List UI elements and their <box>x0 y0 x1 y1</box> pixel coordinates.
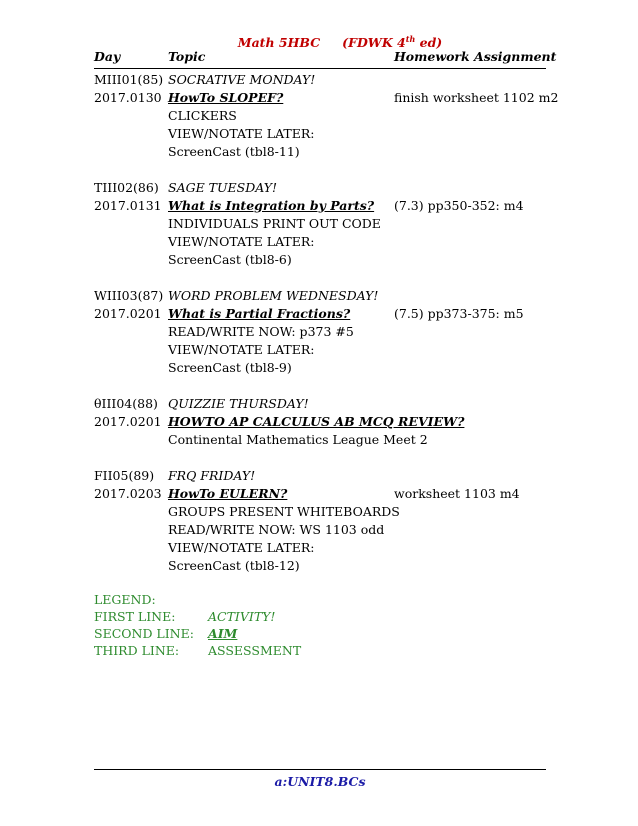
entry-line <box>94 107 546 125</box>
day-code: θIII04(88) <box>94 396 158 411</box>
topic-detail-line: VIEW/NOTATE LATER: <box>168 126 315 141</box>
entry-line <box>94 197 546 215</box>
header-homework: Homework Assignment <box>394 49 557 64</box>
schedule-entry <box>94 395 546 449</box>
topic-detail-line: VIEW/NOTATE LATER: <box>168 234 315 249</box>
entry-line <box>94 557 546 575</box>
entry-line <box>94 323 546 341</box>
entry-line <box>94 143 546 161</box>
aim-cell <box>168 413 465 431</box>
day-spacer <box>94 359 168 377</box>
legend-heading: LEGEND: <box>94 592 156 607</box>
aim-line: HowTo SLOPEF? <box>168 90 284 105</box>
entry-date: 2017.0203 <box>94 486 162 501</box>
entry-line <box>94 539 546 557</box>
activity-line: QUIZZIE THURSDAY! <box>168 396 309 411</box>
day-spacer <box>94 521 168 539</box>
aim-cell <box>168 197 394 215</box>
activity-line: SAGE TUESDAY! <box>168 180 278 195</box>
day-spacer <box>94 503 168 521</box>
topic-detail-line: ScreenCast (tbl8-12) <box>168 558 300 573</box>
entry-date: 2017.0201 <box>94 414 162 429</box>
day-spacer <box>94 233 168 251</box>
day-spacer <box>94 143 168 161</box>
legend-third-value: ASSESSMENT <box>208 643 302 658</box>
aim-cell <box>168 305 394 323</box>
topic-detail-line: GROUPS PRESENT WHITEBOARDS <box>168 504 400 519</box>
topic-detail-line: Continental Mathematics League Meet 2 <box>168 432 428 447</box>
day-spacer <box>94 125 168 143</box>
day-spacer <box>94 539 168 557</box>
entry-line <box>94 71 546 89</box>
header-topic: Topic <box>168 49 206 64</box>
schedule-entry <box>94 71 559 161</box>
entry-line <box>94 395 546 413</box>
day-spacer <box>94 251 168 269</box>
topic-detail-line: VIEW/NOTATE LATER: <box>168 342 315 357</box>
schedule-entry <box>94 287 546 377</box>
aim-line: HOWTO AP CALCULUS AB MCQ REVIEW? <box>168 414 465 429</box>
schedule-entry <box>94 467 546 575</box>
entry-line <box>94 467 546 485</box>
day-spacer <box>94 323 168 341</box>
homework-assignment: (7.5) pp373-375: m5 <box>394 306 524 321</box>
topic-detail-line: READ/WRITE NOW: p373 #5 <box>168 324 354 339</box>
day-code: TIII02(86) <box>94 180 159 195</box>
topic-detail-line: ScreenCast (tbl8-9) <box>168 360 292 375</box>
entry-date: 2017.0201 <box>94 306 162 321</box>
aim-line: What is Partial Fractions? <box>168 306 351 321</box>
entry-line <box>94 341 546 359</box>
legend-second-label: SECOND LINE: <box>94 626 194 641</box>
day-spacer <box>94 341 168 359</box>
aim-cell <box>168 89 394 107</box>
document-page <box>94 30 559 659</box>
legend-first-value: ACTIVITY! <box>208 609 276 624</box>
topic-detail-line: ScreenCast (tbl8-11) <box>168 144 300 159</box>
schedule-entry <box>94 179 546 269</box>
homework-assignment: (7.3) pp350-352: m4 <box>394 198 524 213</box>
edition-suffix: ed) <box>415 35 443 51</box>
activity-line: SOCRATIVE MONDAY! <box>168 72 316 87</box>
course-name: Math 5HBC <box>237 35 321 51</box>
homework-assignment: worksheet 1103 m4 <box>394 486 520 501</box>
entry-line <box>94 125 546 143</box>
entry-date: 2017.0130 <box>94 90 162 105</box>
homework-assignment: finish worksheet 1102 m2 <box>394 90 559 105</box>
entry-date: 2017.0131 <box>94 198 162 213</box>
footer-label: a:UNIT8.BCs <box>274 774 366 789</box>
aim-line: What is Integration by Parts? <box>168 198 375 213</box>
document-title <box>94 30 546 51</box>
entry-line <box>94 251 546 269</box>
entry-line <box>94 179 546 197</box>
topic-detail-line: INDIVIDUALS PRINT OUT CODE <box>168 216 381 231</box>
column-headers <box>94 48 557 69</box>
entry-line <box>94 413 546 431</box>
entry-line <box>94 305 546 323</box>
entry-line <box>94 359 546 377</box>
entry-line <box>94 215 546 233</box>
entry-line <box>94 503 546 521</box>
aim-line: HowTo EULERN? <box>168 486 288 501</box>
day-code: WIII03(87) <box>94 288 164 303</box>
entry-line <box>94 431 546 449</box>
edition-prefix: (FDWK 4 <box>342 35 406 51</box>
day-code: FII05(89) <box>94 468 155 483</box>
aim-cell <box>168 485 394 503</box>
entry-line <box>94 485 546 503</box>
legend-first-label: FIRST LINE: <box>94 609 176 624</box>
day-spacer <box>94 215 168 233</box>
entry-line <box>94 89 559 107</box>
day-spacer <box>94 107 168 125</box>
edition-superscript: th <box>405 34 416 44</box>
entry-line <box>94 521 546 539</box>
legend <box>94 591 546 659</box>
day-code: MIII01(85) <box>94 72 164 87</box>
entry-line <box>94 233 546 251</box>
topic-detail-line: VIEW/NOTATE LATER: <box>168 540 315 555</box>
legend-second-value: AIM <box>208 626 238 641</box>
topic-detail-line: CLICKERS <box>168 108 237 123</box>
topic-detail-line: READ/WRITE NOW: WS 1103 odd <box>168 522 385 537</box>
activity-line: FRQ FRIDAY! <box>168 468 256 483</box>
activity-line: WORD PROBLEM WEDNESDAY! <box>168 288 379 303</box>
day-spacer <box>94 431 168 449</box>
legend-third-label: THIRD LINE: <box>94 643 180 658</box>
header-day: Day <box>94 49 121 64</box>
footer-divider <box>94 769 546 770</box>
day-spacer <box>94 557 168 575</box>
topic-detail-line: ScreenCast (tbl8-6) <box>168 252 292 267</box>
schedule-entries <box>94 71 559 575</box>
homework-assignment <box>394 413 546 431</box>
entry-line <box>94 287 546 305</box>
